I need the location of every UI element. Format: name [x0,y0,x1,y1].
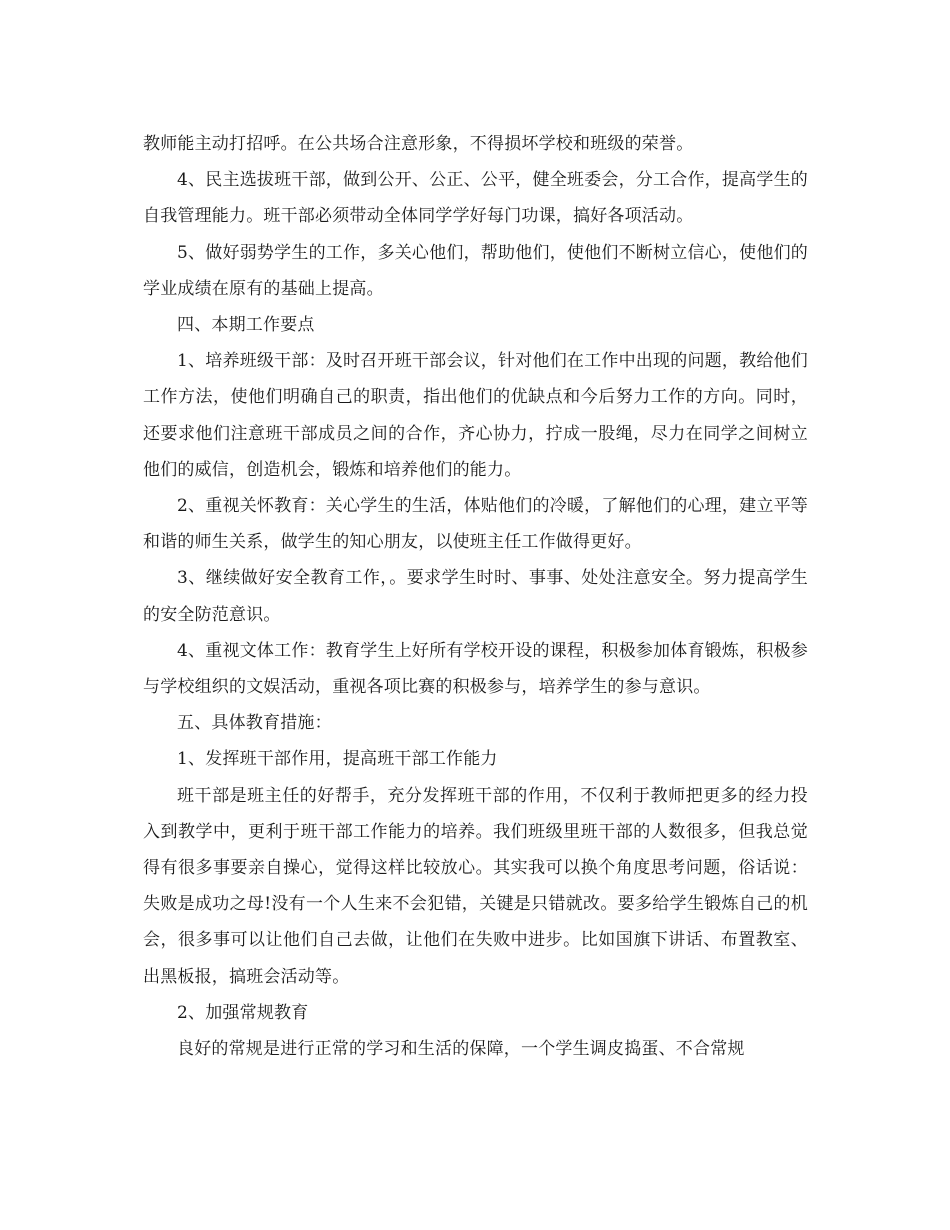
paragraph: 2、重视关怀教育：关心学生的生活，体贴他们的冷暖，了解他们的心理，建立平等和谐的师生关系，做学生的知心朋友，以使班主任工作做得更好。 [143,496,808,553]
paragraph: 教师能主动打招呼。在公共场合注意形象，不得损坏学校和班级的荣誉。 [143,134,694,154]
paragraph: 3、继续做好安全教育工作，。要求学生时时、事事、处处注意安全。努力提高学生的安全防范意识。 [143,568,808,625]
subsection-heading: 1、发挥班干部作用，提高班干部工作能力 [177,749,498,770]
paragraph: 5、做好弱势学生的工作，多关心他们，帮助他们，使他们不断树立信心，使他们的学业成绩在原有的基础上提高。 [143,242,808,299]
paragraph: 班干部是班主任的好帮手，充分发挥班干部的作用，不仅利于教师把更多的经力投入到教学中，更利于班干部工作能力的培养。我们班级里班干部的人数很多，但我总觉得有很多事要亲自操心，觉得这样比较放心。其实我可以换个角度思考问题，俗话说：失败是成功之母!没有一个人生来不会犯错，关键是只错就改。要多给学生锻炼自己的机会，很多事可以让他们自己去做，让他们在失败中进步。比如国旗下讲话、布置教室、出黑板报，搞班会活动等。 [143,785,808,987]
paragraph: 良好的常规是进行正常的学习和生活的保障，一个学生调皮捣蛋、不合常规 [177,1039,745,1060]
paragraph: 1、培养班级干部：及时召开班干部会议，针对他们在工作中出现的问题，教给他们工作方法，使他们明确自己的职责，指出他们的优缺点和今后努力工作的方向。同时，还要求他们注意班干部成员之间的合作，齐心协力，拧成一股绳，尽力在同学之间树立他们的威信，创造机会，锻炼和培养他们的能力。 [143,351,808,480]
paragraph: 4、重视文体工作：教育学生上好所有学校开设的课程，积极参加体育锻炼，积极参与学校组织的文娱活动，重视各项比赛的积极参与，培养学生的参与意识。 [143,640,808,698]
document-body [143,126,808,1067]
section-heading: 四、本期工作要点 [177,315,315,336]
subsection-heading: 2、加强常规教育 [177,1002,309,1023]
section-heading: 五、具体教育措施： [177,713,332,734]
paragraph: 4、民主选拔班干部，做到公开、公正、公平，健全班委会，分工合作，提高学生的自我管理能力。班干部必须带动全体同学学好每门功课，搞好各项活动。 [143,170,808,227]
